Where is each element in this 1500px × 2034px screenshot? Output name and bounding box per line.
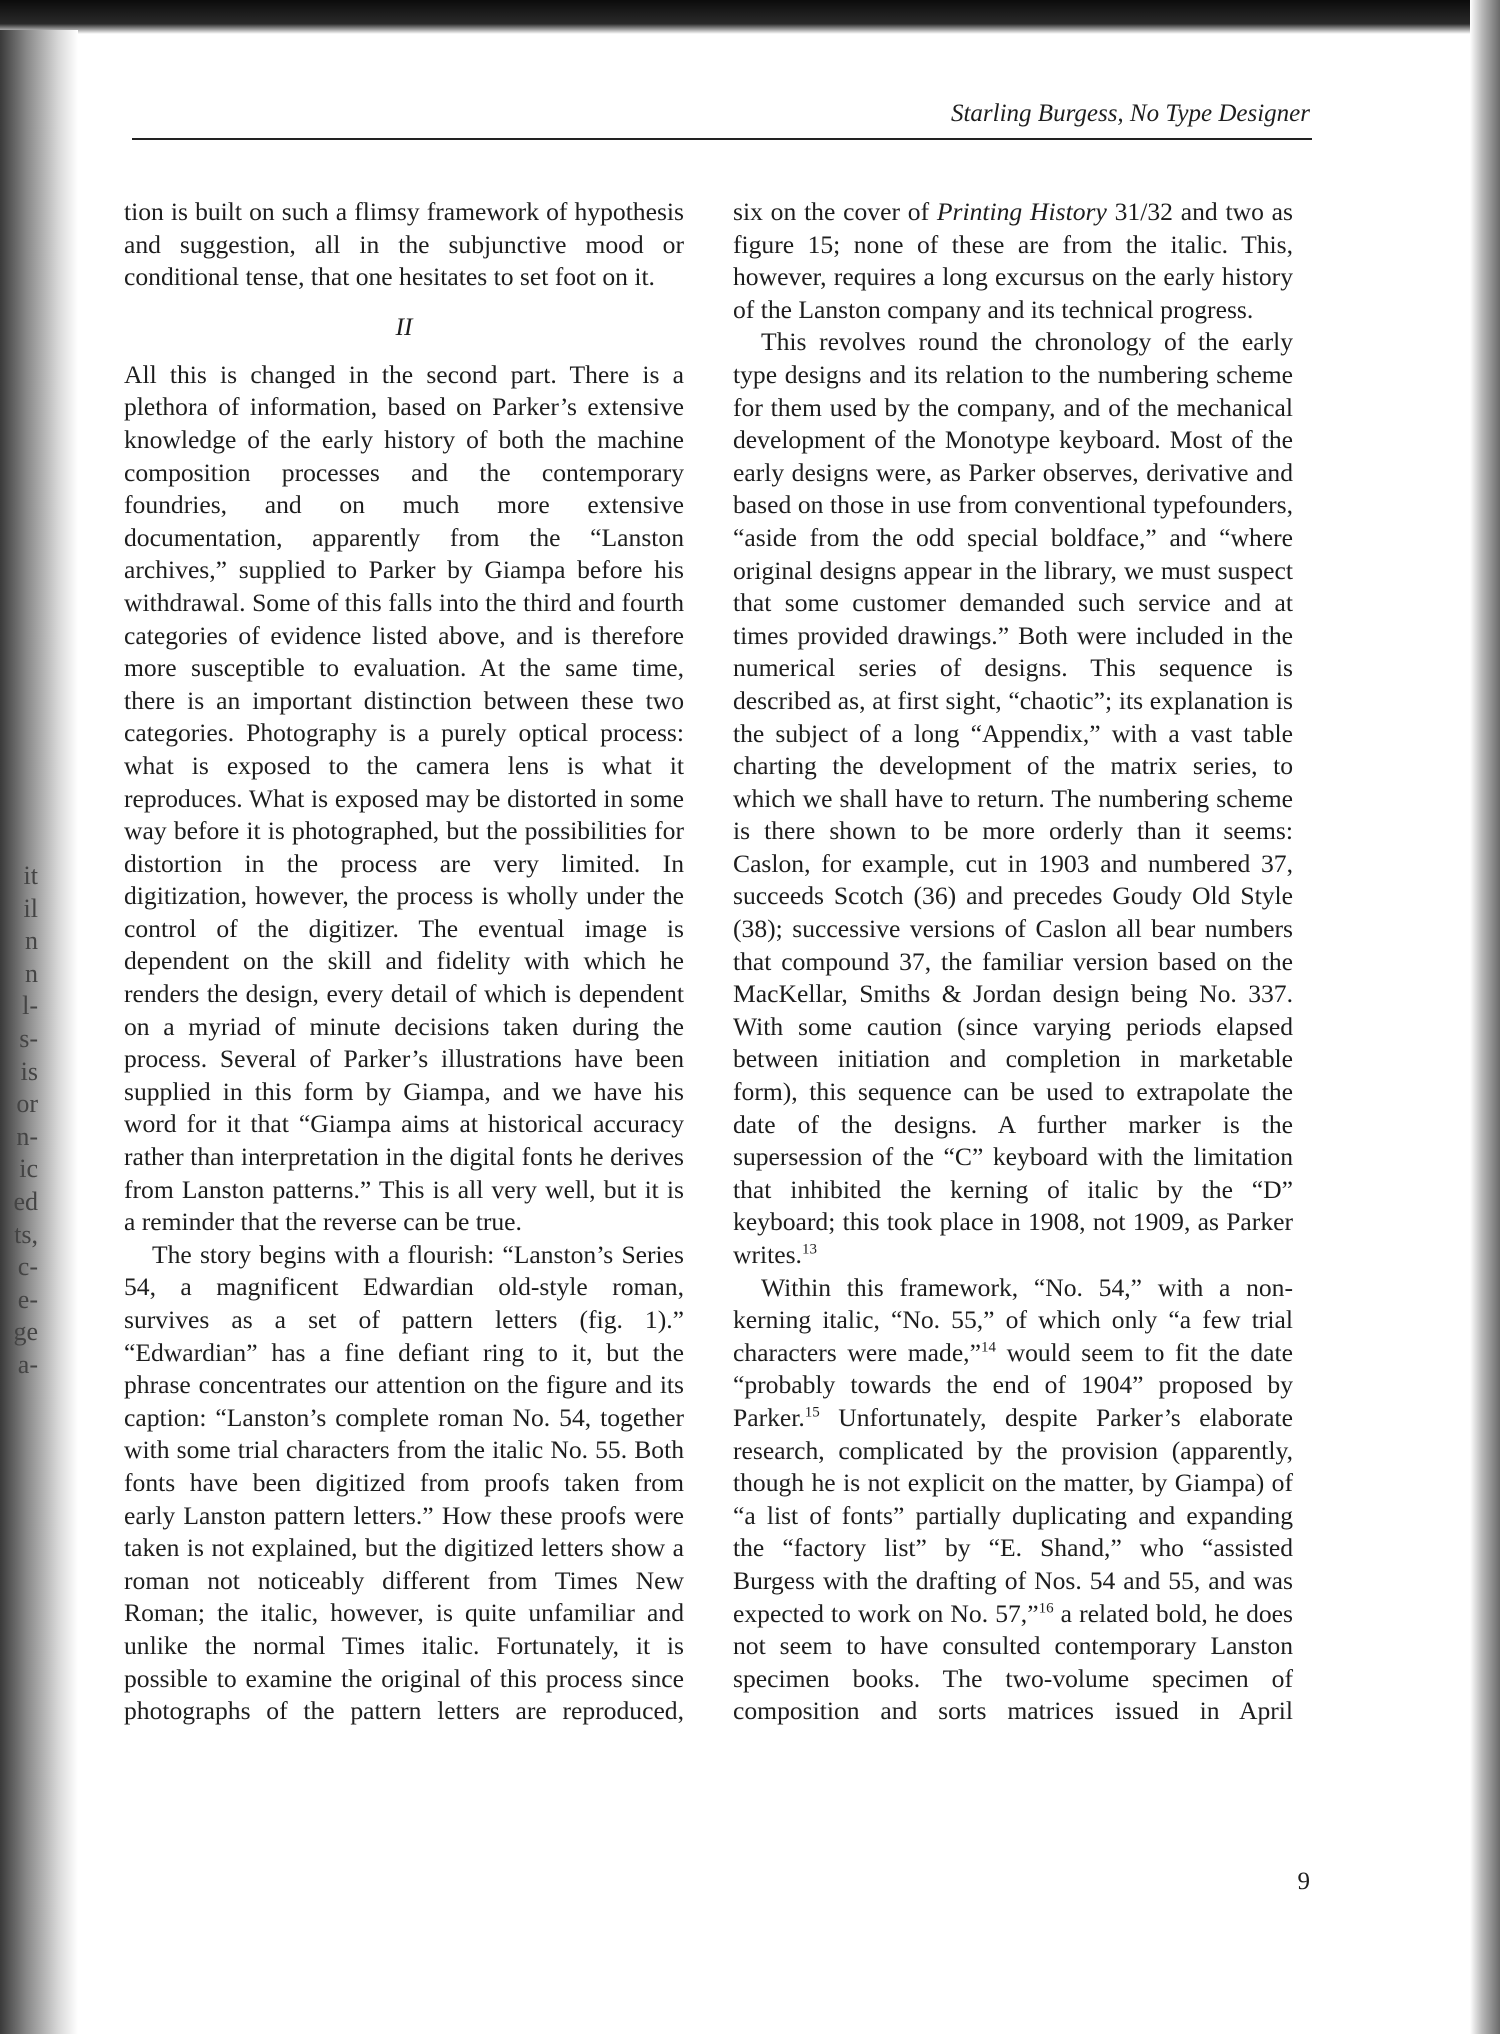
bleed-fragment: it <box>23 861 38 890</box>
bleed-fragment: s- <box>19 1023 38 1053</box>
footnote-ref: 14 <box>980 1339 996 1356</box>
text-run: Within this framework, “No. 54,” with a non-kerning italic, “No. 55,” of which only “a few trial characters were made,” <box>733 1272 1293 1367</box>
paragraph <box>733 326 1293 1271</box>
text-run: Unfortunately, despite Parker’s elaborate research, complicated by the provision (apparently, though he is not explicit on the matter, by Giampa) of “a list of fonts” partially duplicating and expanding the “factory list” by “E. Shand,” who “assisted Burgess with the drafting of Nos. 54 and 55, and was expected to work on No. 57,” <box>733 1402 1293 1628</box>
journal-title: Printing History <box>936 197 1107 226</box>
paragraph: All this is changed in the second part. There is a plethora of information, based on Parker’s extensive knowledge of the early history of both the machine composition processes and the contemporary foundries, and on much more extensive documentation, apparently from the “Lanston archives,” supplied to Parker by Giampa before his withdrawal. Some of this falls into the third and fourth categories of evidence listed above, and is therefore more susceptible to evaluation. At the same time, there is an important distinction between these two categories. Photography is a purely optical process: what is exposed to the camera lens is what it reproduces. What is exposed may be distorted in some way before it is photographed, but the possibilities for distortion in the process are very limited. In digitization, however, the process is wholly under the control of the digitizer. The eventual image is dependent on the skill and fidelity with which he renders the design, every detail of which is dependent on a myriad of minute decisions taken during the process. Several of Parker’s illustrations have been supplied in this form by Giampa, and we have his word for it that “Giampa aims at historical accuracy rather than interpretation in the digital fonts he derives from Lanston patterns.” This is all very well, but it is a reminder that the reverse can be true. <box>124 359 684 1237</box>
right-column <box>733 196 1293 1728</box>
bleed-fragment: a- <box>17 1349 38 1379</box>
paragraph <box>733 1272 1293 1728</box>
page-number: 9 <box>1297 1868 1310 1895</box>
bleed-fragment: or <box>16 1089 38 1119</box>
footnote-ref: 16 <box>1038 1600 1054 1616</box>
text-run: would seem to fit the date “probably towards the end of 1904” proposed by Parker. <box>733 1337 1293 1432</box>
page-edge-shadow <box>1470 0 1500 2034</box>
bleed-fragment: ge <box>13 1317 38 1347</box>
text-run: six on the cover of <box>733 197 937 226</box>
paragraph-continued: tion is built on such a flimsy framework of hypothesis and suggestion, all in the subjunctive mood or conditional tense, that one hesitates to set foot on it. <box>124 197 684 292</box>
bleed-fragment: il <box>23 893 38 923</box>
footnote-ref: 13 <box>801 1241 817 1258</box>
facing-page-bleed <box>4 860 38 1382</box>
bleed-fragment: ts, <box>14 1219 38 1249</box>
footnote-ref: 15 <box>804 1404 820 1421</box>
bleed-fragment: ic <box>19 1154 38 1184</box>
bleed-fragment: is <box>20 1056 38 1086</box>
bleed-fragment: ed <box>13 1186 38 1216</box>
bleed-fragment: n <box>25 926 38 956</box>
paragraph: The story begins with a flourish: “Lanston’s Series 54, a magnificent Edwardian old-style roman, survives as a set of pattern letters (fig. 1).” “Edwardian” has a fine defiant ring to it, but the phrase concentrates our attention on the figure and its caption: “Lanston’s complete roman No. 54, together with some trial characters from the italic No. 55. Both fonts have been digitized from proofs taken from early Lanston pattern letters.” How these proofs were taken is not explained, but the digitized letters show a roman not noticeably different from Times New Roman; the italic, however, is quite unfamiliar and unlike the normal Times italic. Fortunately, it is possible to examine the original of this process since photographs of the pattern letters are reproduced, <box>124 1239 684 1726</box>
text-run: a related bold, he does not seem to have consulted contemporary Lanston specimen books. The two-volume specimen of composition and sorts matrices issued in April <box>733 1598 1293 1726</box>
section-number: II <box>395 311 413 341</box>
left-column <box>124 196 684 1728</box>
text-run: 31/32 and two as figure 15; none of these are from the italic. This, however, requires a long excursus on the early history of the Lanston company and its technical progress. <box>733 197 1293 324</box>
bleed-fragment: l- <box>22 991 38 1021</box>
bleed-fragment: c- <box>17 1252 38 1282</box>
running-head: Starling Burgess, No Type Designer <box>950 100 1310 127</box>
bleed-fragment: n <box>25 958 38 988</box>
bleed-fragment: n- <box>16 1121 38 1151</box>
scan-top-edge <box>0 0 1500 34</box>
header-rule <box>132 138 1312 140</box>
paragraph-continued <box>733 196 1293 326</box>
bleed-fragment: e- <box>17 1284 38 1314</box>
text-run: This revolves round the chronology of the early type designs and its relation to the numbering scheme for them used by the company, and of the mechanical development of the Monotype keyboard. Most of the early designs were, as Parker observes, derivative and based on those in use from conventional typefounders, “aside from the odd special boldface,” and “where original designs appear in the library, we must suspect that some customer demanded such service and at times provided drawings.” Both were included in the numerical series of designs. This sequence is described as, at first sight, “chaotic”; its explanation is the subject of a long “Appendix,” with a vast table charting the development of the matrix series, to which we shall have to return. The numbering scheme is there shown to be more orderly than it seems: Caslon, for example, cut in 1903 and numbered 37, succeeds Scotch (36) and precedes Goudy Old Style (38); successive versions of Caslon all bear numbers that compound 37, the familiar version based on the MacKellar, Smiths & Jordan design being No. 337. With some caution (since varying periods elapsed between initiation and completion in marketable form), this sequence can be used to extrapolate the date of the designs. A further marker is the supersession of the “C” keyboard with the limitation that inhibited the kerning of italic by the “D” keyboard; this took place in 1908, not 1909, as Parker writes. <box>733 327 1293 1269</box>
